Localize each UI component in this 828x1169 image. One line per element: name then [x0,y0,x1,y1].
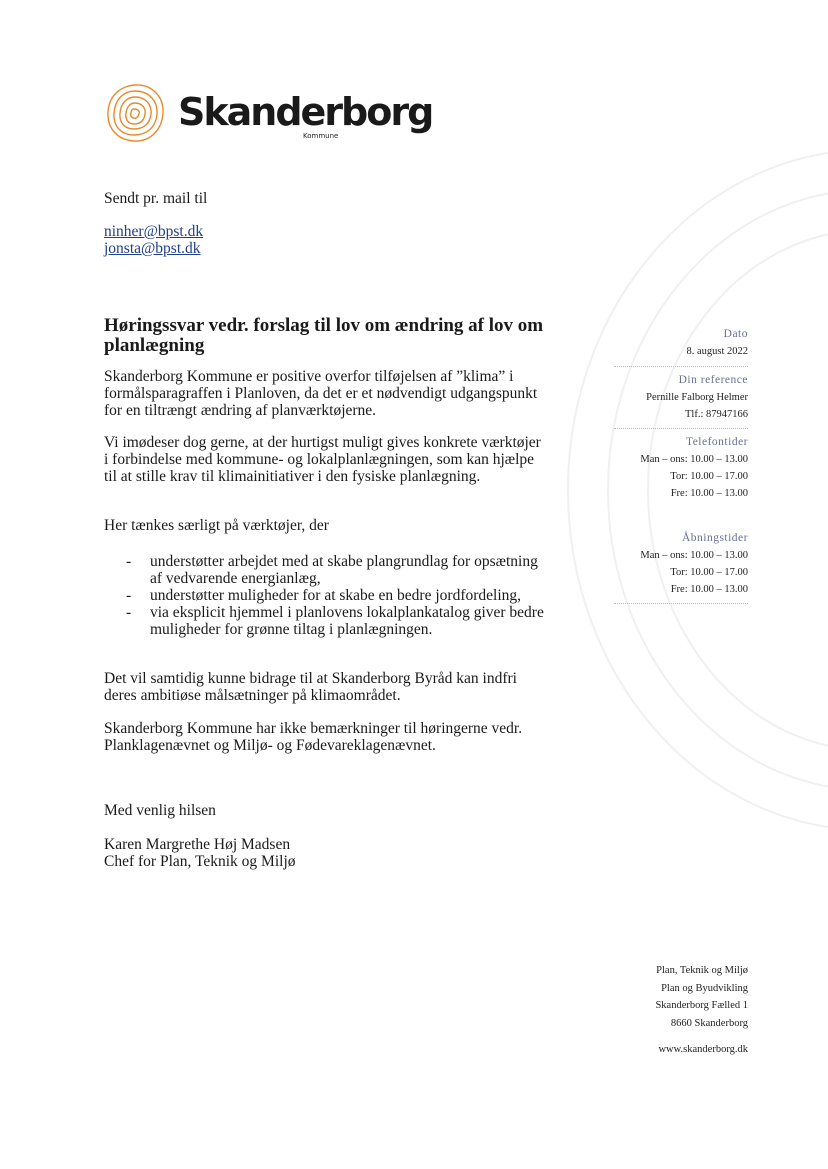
closing: Med venlig hilsen [104,802,216,819]
reference-label: Din reference [678,374,748,386]
reference-phone: Tlf.: 87947166 [685,409,748,420]
divider [614,603,748,604]
sidebar-date [686,326,748,360]
skanderborg-logo-icon [104,82,166,144]
phone-hours-line: Tor: 10.00 – 17.00 [670,471,748,482]
date-value: 8. august 2022 [686,346,748,357]
list-item: - understøtter arbejdet med at skabe plangrundlag for opsætning af vedvarende energianlæg, [126,553,546,587]
letter-heading: Høringssvar vedr. forslag til lov om ændring af lov om planlægning [104,315,544,356]
opening-hours-line: Fre: 10.00 – 13.00 [670,584,748,595]
recipients-intro: Sendt pr. mail til [104,190,208,207]
opening-hours-line: Man – ons: 10.00 – 13.00 [640,550,748,561]
footer-website-link[interactable]: www.skanderborg.dk [658,1044,748,1055]
divider [614,428,748,429]
sidebar-opening-hours [640,530,748,598]
footer-line: Plan og Byudvikling [661,982,748,994]
recipient-emails [104,223,203,257]
phone-hours-label: Telefontider [685,436,748,448]
email-link-ninher[interactable]: ninher@bpst.dk [104,223,204,240]
phone-hours-line: Fre: 10.00 – 13.00 [670,488,748,499]
paragraph-5: Skanderborg Kommune har ikke bemærkninger til høringerne vedr. Planklagenævnet og Miljø- og Fødevareklagenævnet. [104,720,523,754]
signature-block [104,836,296,870]
signer-name: Karen Margrethe Høj Madsen [104,836,291,853]
reference-name: Pernille Falborg Helmer [646,392,748,403]
paragraph-3: Her tænkes særligt på værktøjer, der [104,517,329,534]
footer-line: Skanderborg Fælled 1 [655,1000,748,1011]
logo-subtitle: Kommune [303,132,339,140]
footer-address [655,962,748,1032]
date-label: Dato [723,328,748,340]
list-item: - via eksplicit hjemmel i planlovens lokalplankatalog giver bedre muligheder for grønne tiltag i planlægningen. [126,604,546,638]
logo-wordmark: Skanderborg [178,90,433,134]
phone-hours-line: Man – ons: 10.00 – 13.00 [640,454,748,465]
list-item: - understøtter muligheder for at skabe en bedre jordfordeling, [126,587,546,604]
footer-line: Plan, Teknik og Miljø [656,965,748,976]
paragraph-2: Vi imødeser dog gerne, at der hurtigst muligt gives konkrete værktøjer i forbindelse med kommune- og lokalplanlægningen, som kan hjælpe til at stille krav til klimainitiativer i den fysiske planlægning. [104,434,541,485]
paragraph-1: Skanderborg Kommune er positive overfor tilføjelsen af ”klima” i formålsparagraffen i Planloven, da det er et nødvendigt udgangspunkt for en tiltrængt ændring af planværktøjerne. [104,368,538,419]
tool-list [126,553,546,638]
opening-hours-line: Tor: 10.00 – 17.00 [670,567,748,578]
paragraph-4: Det vil samtidig kunne bidrage til at Skanderborg Byråd kan indfri deres ambitiøse målsætninger på klimaområdet. [104,670,517,704]
signer-title: Chef for Plan, Teknik og Miljø [104,853,296,870]
footer-line: 8660 Skanderborg [670,1017,748,1029]
email-link-jonsta[interactable]: jonsta@bpst.dk [104,240,201,257]
divider [614,366,748,367]
sidebar-reference [646,372,748,423]
sidebar-phone-hours [640,434,748,502]
opening-hours-label: Åbningstider [681,532,748,544]
